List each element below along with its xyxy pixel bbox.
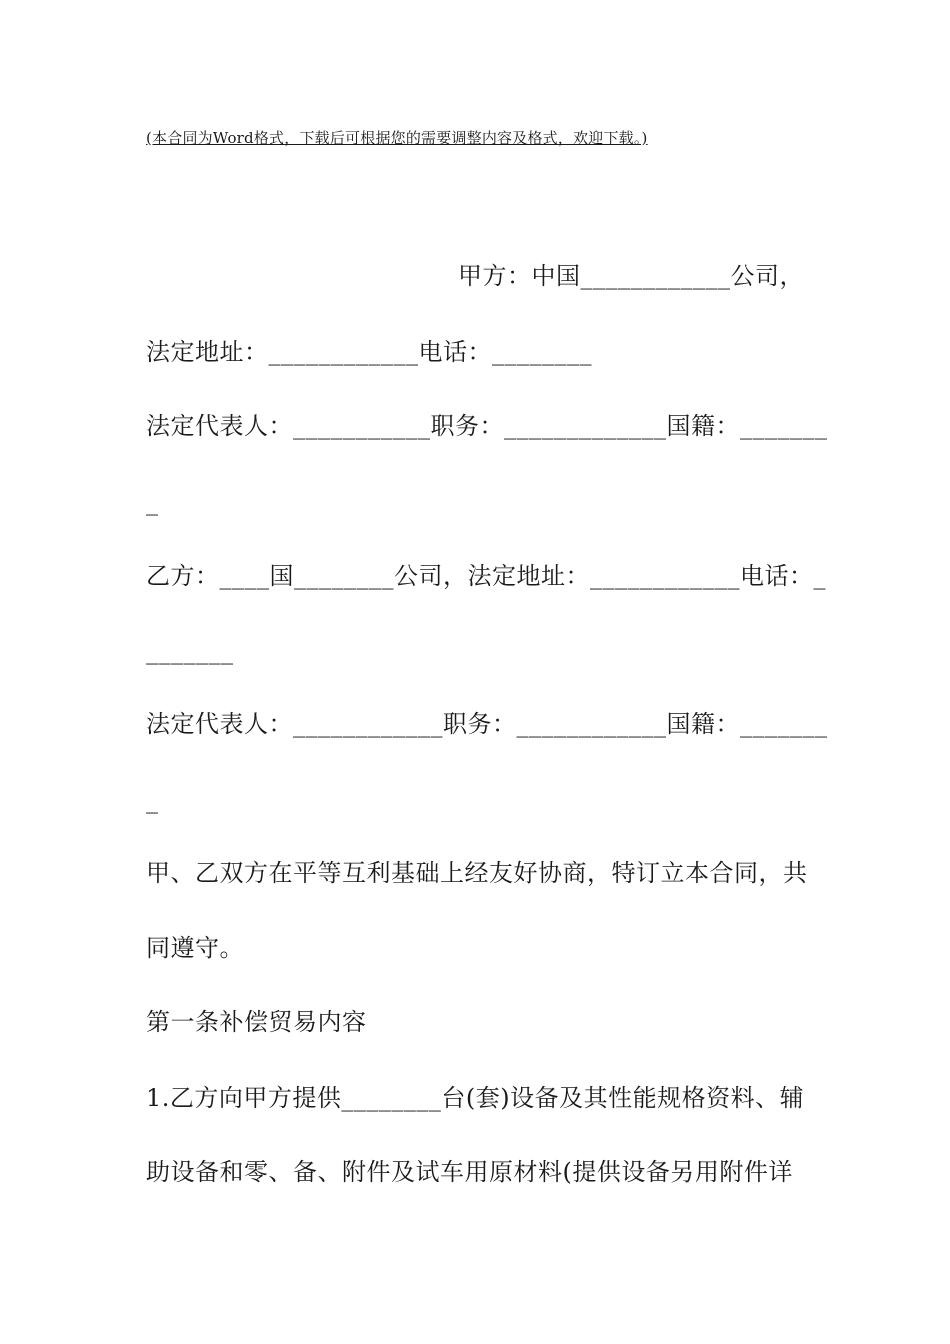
- preamble-line-1: 甲、乙双方在平等互利基础上经友好协商，特订立本合同，共: [146, 859, 808, 887]
- format-note: (本合同为Word格式，下载后可根据您的需要调整内容及格式，欢迎下载。): [146, 129, 648, 147]
- party-b-representative-line: 法定代表人：____________职务：____________国籍：_______: [146, 710, 828, 738]
- article-1-clause-1-line-2: 助设备和零、备、附件及试车用原材料(提供设备另用附件详: [146, 1158, 793, 1186]
- preamble-line-2: 同遵守。: [146, 934, 244, 962]
- party-b-representative-continuation: _: [146, 786, 159, 814]
- article-1-clause-1-line-1: 1.乙方向甲方提供________台(套)设备及其性能规格资料、辅: [146, 1084, 805, 1112]
- party-a-line: 甲方：中国____________公司，: [458, 262, 804, 290]
- article-1-heading: 第一条补偿贸易内容: [146, 1008, 367, 1036]
- party-b-line: 乙方：____国________公司，法定地址：____________电话：_: [146, 562, 826, 590]
- party-a-representative-continuation: _: [146, 488, 159, 516]
- party-a-address-line: 法定地址：____________电话：________: [146, 338, 592, 366]
- party-b-phone-continuation: _______: [146, 637, 234, 665]
- party-a-representative-line: 法定代表人：___________职务：_____________国籍：_______: [146, 412, 828, 440]
